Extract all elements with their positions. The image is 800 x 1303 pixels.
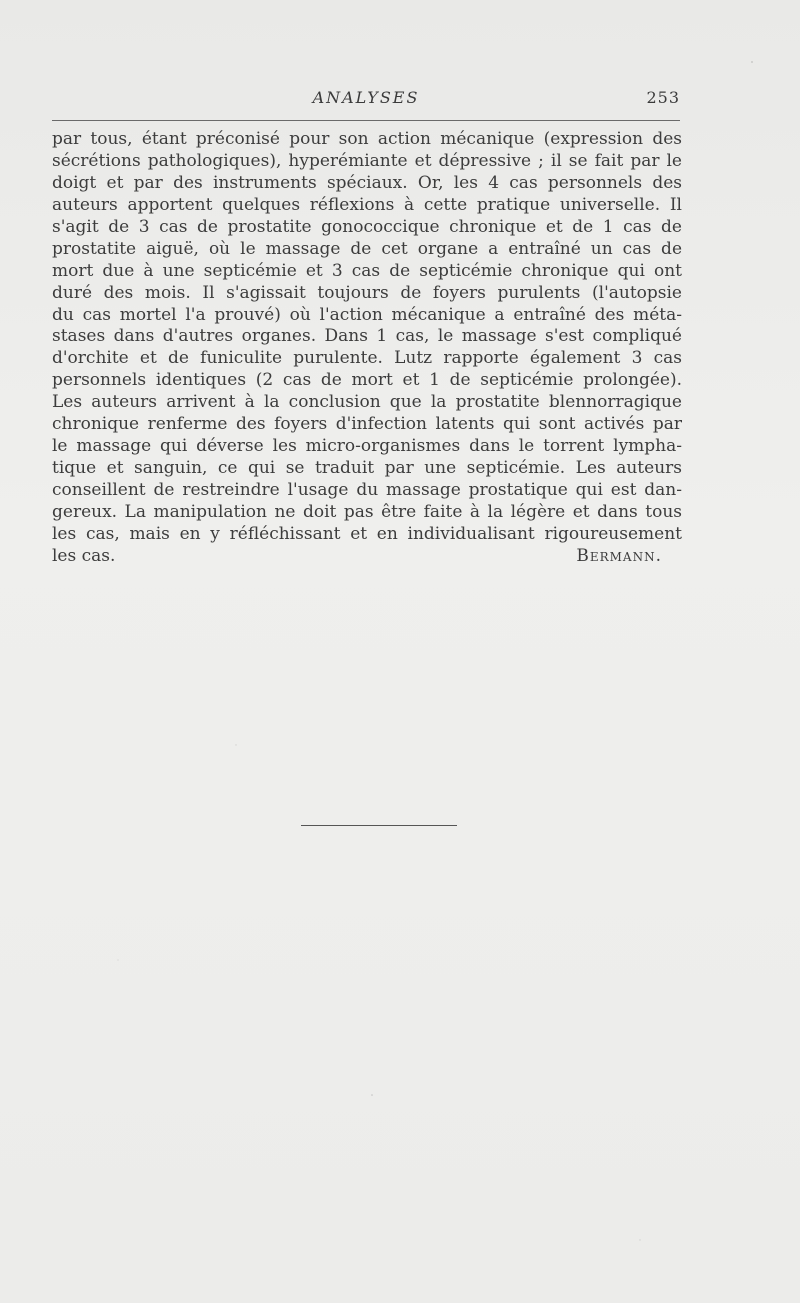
text-line: doigt et par des instruments spéciaux. Or, les 4 cas personnels des	[52, 172, 682, 193]
text-line: d'orchite et de funiculite purulente. Lutz rapporte également 3 cas	[52, 348, 682, 369]
author-signature: Bermann.	[576, 545, 662, 566]
text-line: sécrétions pathologiques), hyperémiante et dépressive ; il se fait par le	[52, 150, 682, 171]
text-line: chronique renferme des foyers d'infection latents qui sont activés par	[52, 414, 682, 435]
text-line: personnels identiques (2 cas de mort et 1 de septicémie prolongée).	[52, 370, 682, 391]
text-line: mort due à une septicémie et 3 cas de septicémie chronique qui ont	[52, 260, 682, 281]
running-title: ANALYSES	[312, 88, 420, 107]
text-line: tique et sanguin, ce qui se traduit par une septicémie. Les auteurs	[52, 458, 682, 479]
text-line: prostatite aiguë, où le massage de cet organe a entraîné un cas de	[52, 238, 682, 259]
text-line: les cas, mais en y réfléchissant et en individualisant rigoureusement	[52, 523, 682, 544]
text-line: s'agit de 3 cas de prostatite gonococcique chronique et de 1 cas de	[52, 216, 682, 237]
page-header	[52, 88, 680, 112]
page-number: 253	[646, 88, 680, 107]
text-line: stases dans d'autres organes. Dans 1 cas, le massage s'est compliqué	[52, 326, 682, 347]
final-line-text: les cas.	[52, 545, 116, 566]
text-line: gereux. La manipulation ne doit pas être faite à la légère et dans tous	[52, 501, 682, 522]
final-line	[52, 546, 682, 568]
text-line: le massage qui déverse les micro-organismes dans le torrent lympha-	[52, 436, 682, 457]
text-line: Les auteurs arrivent à la conclusion que la prostatite blennorragique	[52, 392, 682, 413]
section-end-rule	[301, 825, 457, 826]
text-line: duré des mois. Il s'agissait toujours de foyers purulents (l'autopsie	[52, 282, 682, 303]
text-line: par tous, étant préconisé pour son action mécanique (expression des	[52, 129, 682, 149]
text-line: auteurs apportent quelques réflexions à cette pratique universelle. Il	[52, 194, 682, 215]
text-line: du cas mortel l'a prouvé) où l'action mécanique a entraîné des méta-	[52, 304, 682, 325]
article-body	[52, 129, 682, 568]
text-line: conseillent de restreindre l'usage du massage prostatique qui est dan-	[52, 480, 682, 500]
header-rule	[52, 120, 680, 121]
